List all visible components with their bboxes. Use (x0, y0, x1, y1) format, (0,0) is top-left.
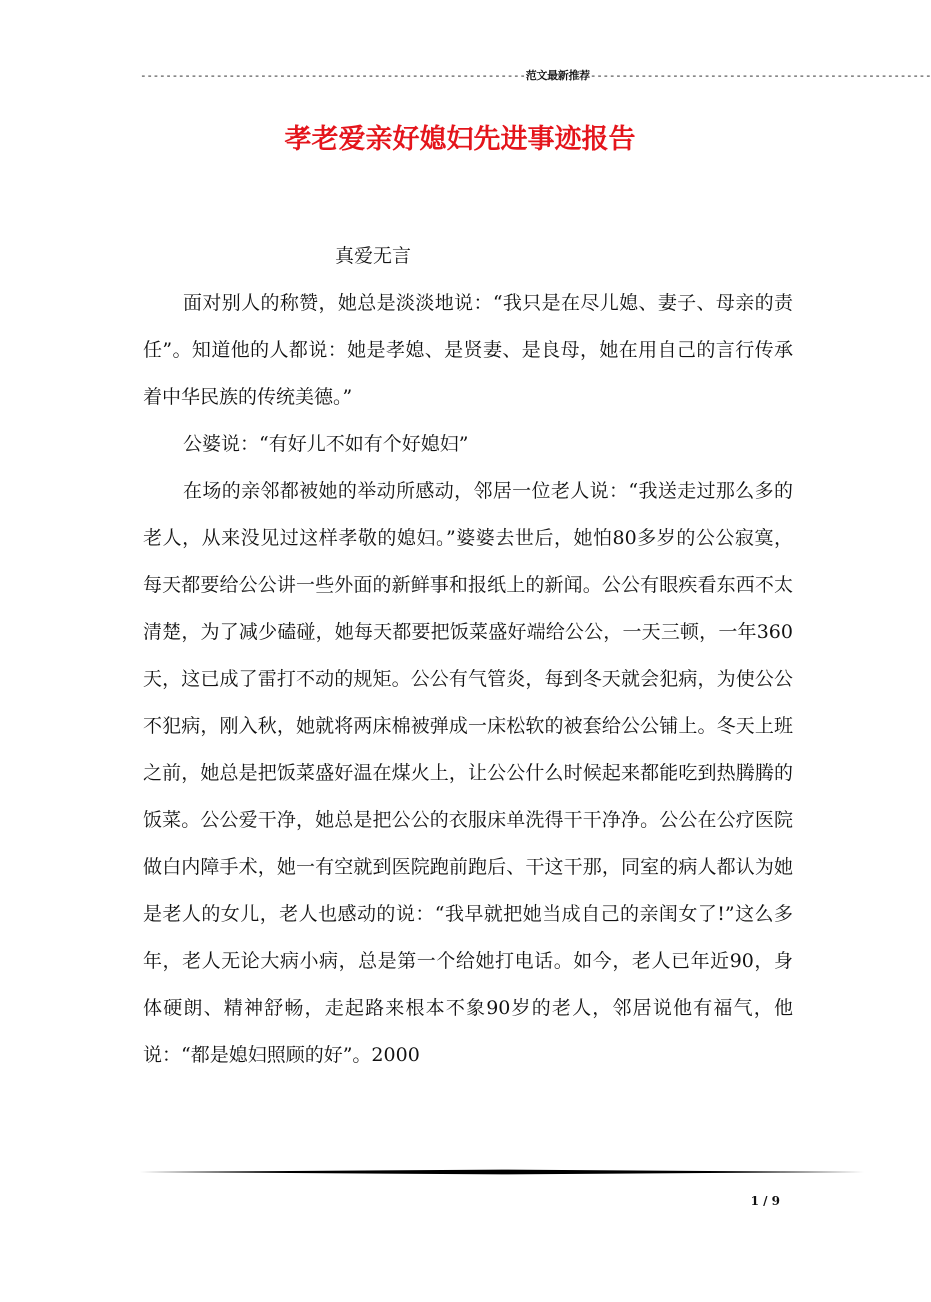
footer-rule (140, 1169, 864, 1175)
header-dashes-left: ------------------------------------------------------------- (140, 69, 526, 82)
page-header (140, 66, 931, 86)
header-dashes-right: ------------------------------------------------------ (589, 69, 931, 82)
document-body (143, 233, 793, 1079)
footer-rule-line (140, 1170, 864, 1175)
paragraph-2: 公婆说：“有好儿不如有个好媳妇” (183, 433, 469, 455)
section-subtitle: 真爱无言 (335, 245, 412, 267)
document-title: 孝老爱亲好媳妇先进事迹报告 (284, 124, 636, 155)
page-number: 1 / 9 (750, 1194, 780, 1208)
paragraph-3: 在场的亲邻都被她的举动所感动，邻居一位老人说：“我送走过那么多的老人，从来没见过这样孝敬的媳妇。”婆婆去世后，她怕80多岁的公公寂寞，每天都要给公公讲一些外面的新鲜事和报纸上的新闻。公公有眼疾看东西不太清楚，为了减少磕碰，她每天都要把饭菜盛好端给公公，一天三顿，一年360天，这已成了雷打不动的规矩。公公有气管炎，每到冬天就会犯病，为使公公不犯病，刚入秋，她就将两床棉被弹成一床松软的被套给公公铺上。冬天上班之前，她总是把饭菜盛好温在煤火上，让公公什么时候起来都能吃到热腾腾的饭菜。公公爱干净，她总是把公公的衣服床单洗得干干净净。公公在公疗医院做白内障手术，她一有空就到医院跑前跑后、干这干那，同室的病人都认为她是老人的女儿，老人也感动的说：“我早就把她当成自己的亲闺女了!”这么多年，老人无论大病小病，总是第一个给她打电话。如今，老人已年近90，身体硬朗、精神舒畅，走起路来根本不象90岁的老人，邻居说他有福气，他说：“都是媳妇照顾的好”。2000 (143, 480, 793, 1066)
paragraph-1: 面对别人的称赞，她总是淡淡地说：“我只是在尽儿媳、妻子、母亲的责任”。知道他的人都说：她是孝媳、是贤妻、是良母，她在用自己的言行传承着中华民族的传统美德。” (143, 292, 793, 408)
header-label: 范文最新推荐 (525, 69, 590, 82)
